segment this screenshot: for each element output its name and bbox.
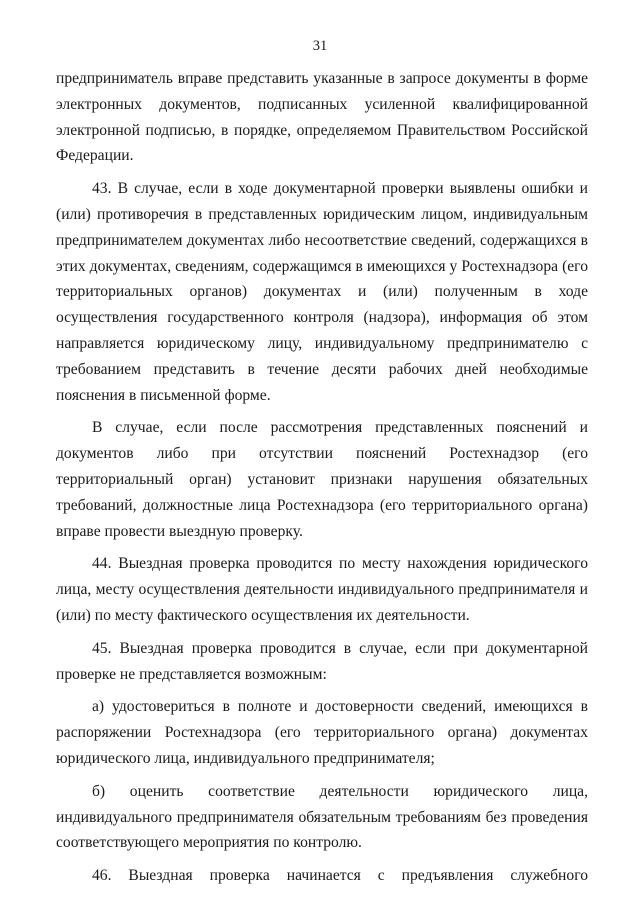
document-body <box>56 66 588 896</box>
paragraph-45-item-a: а) удостовериться в полноте и достоверности сведений, имеющихся в распоряжении Ростехнадзора (его территориального органа) документах юридического лица, индивидуального предпринимателя; <box>56 698 588 767</box>
paragraph-45: 45. Выездная проверка проводится в случае, если при документарной проверке не представляется возможным: <box>56 639 588 683</box>
paragraph-43-continued: В случае, если после рассмотрения представленных пояснений и документов либо при отсутствии пояснений Ростехнадзор (его территориальный орган) установит признаки нарушения обязательных требований, должностные лица Ростехнадзора (его территориального органа) вправе провести выездную проверку. <box>56 419 588 540</box>
paragraph-44: 44. Выездная проверка проводится по месту нахождения юридического лица, месту осуществления деятельности индивидуального предпринимателя и (или) по месту фактического осуществления их деятельности. <box>56 555 588 624</box>
paragraph-43: 43. В случае, если в ходе документарной проверки выявлены ошибки и (или) противоречия в представленных юридическим лицом, индивидуальным предпринимателем документах либо несоответствие сведений, содержащихся в этих документах, сведениям, содержащимся в имеющихся у Ростехнадзора (его территориальных органов) документах и (или) полученным в ходе осуществления государственного контроля (надзора), информация об этом направляется юридическому лицу, индивидуальному предпринимателю с требованием представить в течение десяти рабочих дней необходимые пояснения в письменной форме. <box>56 180 588 404</box>
paragraph-46: 46. Выездная проверка начинается с предъявления служебного <box>92 867 588 885</box>
paragraph-45-item-b: б) оценить соответствие деятельности юридического лица, индивидуального предпринимателя обязательным требованиям без проведения соответствующего мероприятия по контролю. <box>56 782 588 852</box>
page-number: 31 <box>312 38 328 54</box>
paragraph-continuation: предприниматель вправе представить указанные в запросе документы в форме электронных документов, подписанных усиленной квалифицированной электронной подписью, в порядке, определяемом Правительством Российской Федерации. <box>56 70 588 165</box>
